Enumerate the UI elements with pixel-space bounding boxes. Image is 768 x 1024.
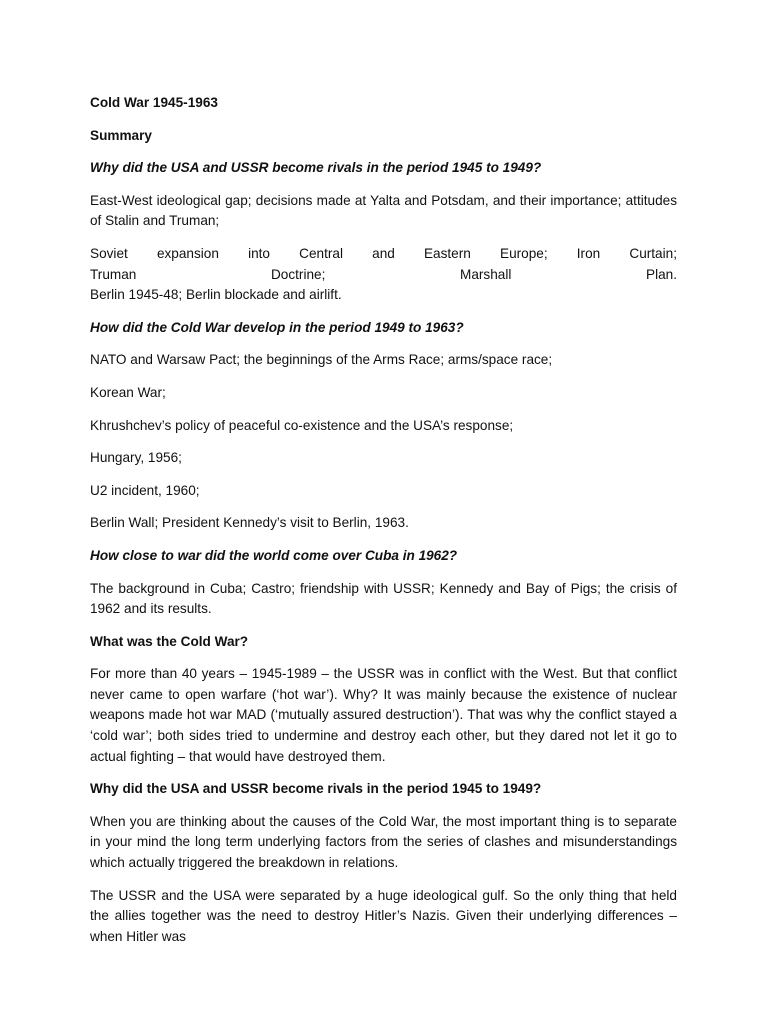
- document-page: [90, 93, 677, 959]
- paragraph-cold-war-definition: For more than 40 years – 1945-1989 – the USSR was in conflict with the West. But that conflict never came to open warfare (‘hot war’). Why? It was mainly because the existence of nuclear weapons made hot war MAD (‘mutually assured destruction’). That was why the conflict stayed a ‘cold war’; both sides tried to undermine and destroy each other, but they dared not let it go to actual fighting – that would have destroyed them.: [90, 666, 677, 764]
- word: Central: [299, 245, 343, 261]
- word: Soviet: [90, 245, 128, 261]
- list-item: Berlin Wall; President Kennedy’s visit to Berlin, 1963.: [90, 515, 409, 531]
- section-heading-what-was-cold-war: What was the Cold War?: [90, 633, 249, 649]
- word: Plan.: [646, 266, 677, 282]
- paragraph-cuba: The background in Cuba; Castro; friendship with USSR; Kennedy and Bay of Pigs; the crisis of 1962 and its results.: [90, 580, 677, 617]
- summary-heading: Summary: [90, 127, 152, 143]
- word: Eastern: [423, 245, 471, 261]
- word: Marshall: [460, 266, 512, 282]
- paragraph-ideological-gulf: The USSR and the USA were separated by a huge ideological gulf. So the only thing that held the allies together was the need to destroy Hitler’s Nazis. Given their underlying differences – when Hitler was: [90, 887, 677, 944]
- list-item: NATO and Warsaw Pact; the beginnings of the Arms Race; arms/space race;: [90, 352, 553, 368]
- paragraph-causes: When you are thinking about the causes of the Cold War, the most important thing is to separate in your mind the long term underlying factors from the series of clashes and misunderstandings which actually triggered the breakdown in relations.: [90, 813, 677, 871]
- list-item: Hungary, 1956;: [90, 450, 182, 466]
- document-title: Cold War 1945-1963: [90, 95, 218, 110]
- word: expansion: [156, 245, 219, 261]
- word: into: [248, 245, 270, 261]
- paragraph-ideological-gap: East-West ideological gap; decisions made at Yalta and Potsdam, and their importance; attitudes of Stalin and Truman;: [90, 192, 677, 229]
- list-item: U2 incident, 1960;: [90, 482, 200, 498]
- list-item: Korean War;: [90, 384, 166, 400]
- question-heading-1: Why did the USA and USSR become rivals in the period 1945 to 1949?: [90, 160, 542, 176]
- expansion-line-2: [90, 265, 677, 286]
- word: Curtain;: [629, 245, 677, 261]
- word: and: [372, 245, 395, 261]
- word: Truman: [90, 266, 137, 282]
- expansion-line-3: Berlin 1945-48; Berlin blockade and airlift.: [90, 287, 342, 303]
- word: Iron: [576, 245, 601, 261]
- word: Europe;: [500, 245, 548, 261]
- question-heading-3: How close to war did the world come over Cuba in 1962?: [90, 547, 458, 563]
- word: Doctrine;: [270, 266, 326, 282]
- paragraph-soviet-expansion: [90, 244, 677, 306]
- expansion-line-1: [90, 244, 677, 265]
- section-heading-rivals: Why did the USA and USSR become rivals in the period 1945 to 1949?: [90, 781, 542, 797]
- list-item: Khrushchev’s policy of peaceful co-existence and the USA’s response;: [90, 417, 514, 433]
- question-heading-2: How did the Cold War develop in the period 1949 to 1963?: [90, 319, 464, 335]
